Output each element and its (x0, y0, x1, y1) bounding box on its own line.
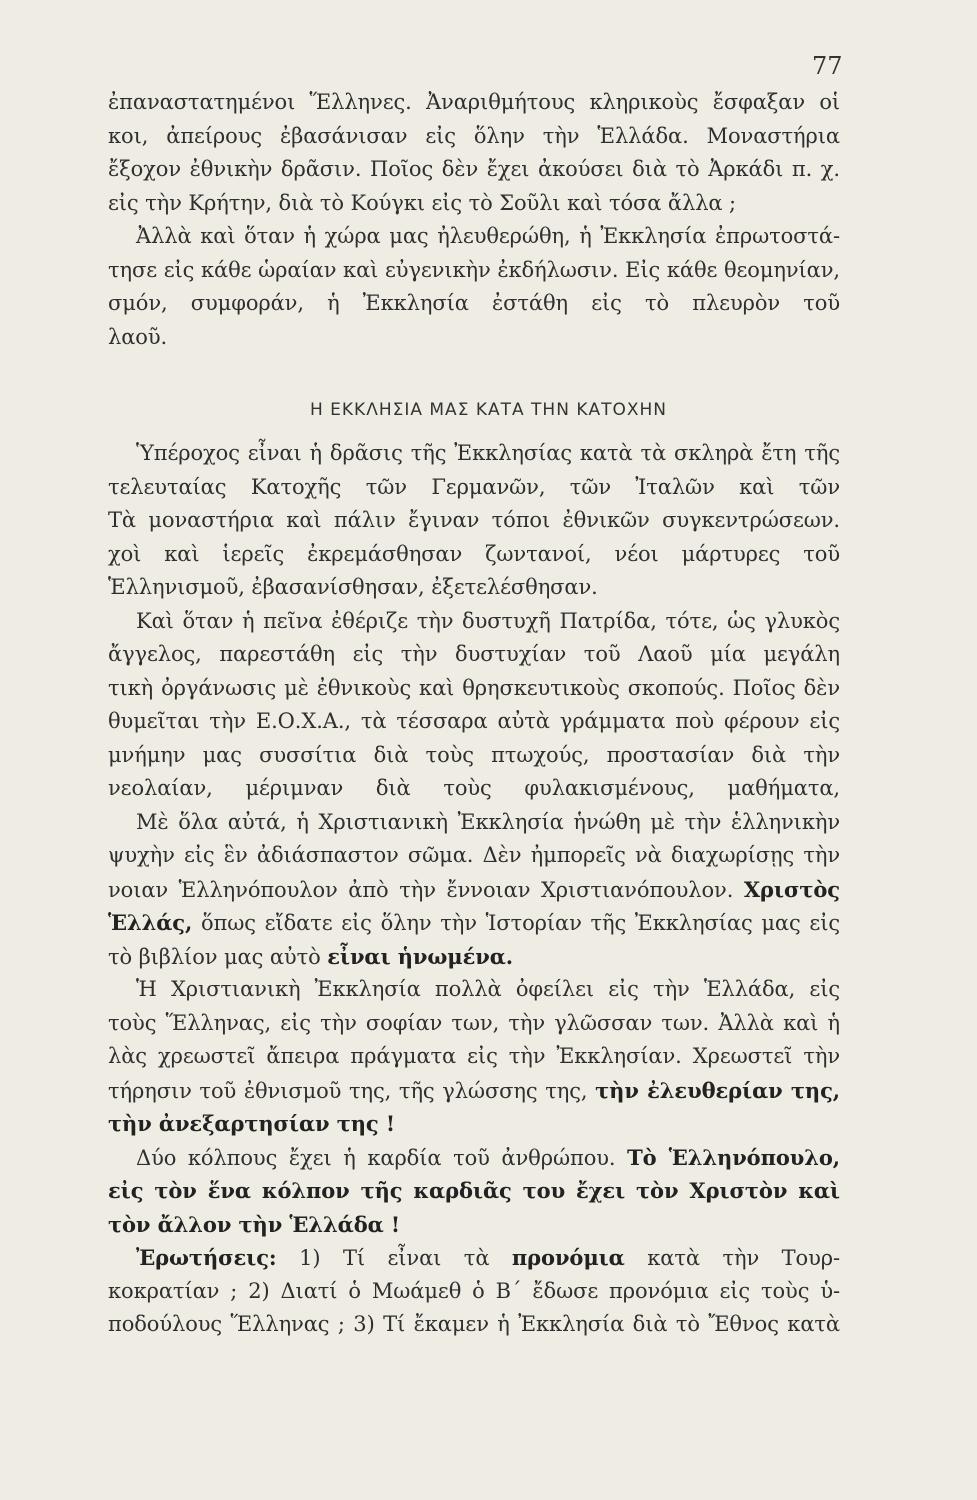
text-line (108, 1241, 840, 1275)
text-line: μνήμην μας συσσίτια διὰ τοὺς πτωχούς, προστασίαν διὰ τὴν (108, 742, 840, 767)
text-line: κοκρατίαν ; 2) Διατί ὁ Μωάμεθ ὁ Β΄ ἔδωσε προνόμια εἰς τοὺς ὑ- (108, 1278, 840, 1303)
text-line (108, 1141, 840, 1175)
text-span: Δύο κόλπους ἔχει ἡ καρδία τοῦ ἀνθρώπου. (136, 1145, 628, 1170)
text-line: χοὶ καὶ ἱερεῖς ἐκρεμάσθησαν ζωντανοί, νέοι μάρτυρες τοῦ (108, 541, 840, 566)
text-line (108, 1074, 840, 1108)
text-line: ποδούλους Ἕλληνας ; 3) Τί ἔκαμεν ἡ Ἐκκλησία διὰ τὸ Ἔθνος κατὰ (108, 1312, 840, 1336)
text-span: τὸ βιβλίον μας αὐτὸ (108, 944, 328, 969)
text-line: Ἀλλὰ καὶ ὅταν ἡ χώρα μας ἠλευθερώθη, ἡ Ἐκκλησία ἐπρωτοστά- (136, 224, 840, 248)
text-span: τήρησιν τοῦ ἐθνισμοῦ της, τῆς γλώσσης της, (108, 1078, 596, 1103)
text-line: λαοῦ. (108, 324, 168, 349)
bold-phrase: Ἑλλάς, (108, 910, 193, 935)
questions-label: Ἐρωτήσεις: (136, 1245, 277, 1270)
text-span: ὅπως εἴδατε εἰς ὅλην τὴν Ἱστορίαν τῆς Ἐκκλησίας μας εἰς (192, 911, 840, 935)
bold-phrase: Χριστὸς (743, 876, 840, 902)
bold-phrase: Τὸ Ἑλληνόπουλο, (627, 1144, 840, 1170)
text-line: τικὴ ὀργάνωσις μὲ ἐθνικοὺς καὶ θρησκευτικοὺς σκοπούς. Ποῖος δὲν (108, 675, 840, 700)
text-line (108, 1208, 840, 1242)
text-line: Ἡ Χριστιανικὴ Ἐκκλησία πολλὰ ὀφείλει εἰς τὴν Ἑλλάδα, εἰς (136, 977, 840, 1001)
text-line: ἔξοχον ἐθνικὴν δρᾶσιν. Ποῖος δὲν ἔχει ἀκούσει διὰ τὸ Ἀρκάδι π. χ. (108, 157, 840, 181)
text-line: νεολαίαν, μέριμναν διὰ τοὺς φυλακισμένους, μαθήματα, (108, 776, 840, 800)
bold-phrase: τὴν ἀνεξαρτησίαν της ! (108, 1111, 395, 1136)
bold-phrase: τὸν ἄλλον τὴν Ἑλλάδα ! (108, 1211, 400, 1237)
section-heading: Η ΕΚΚΛΗΣΙΑ ΜΑΣ ΚΑΤΑ ΤΗΝ ΚΑΤΟΧΗΝ (309, 400, 668, 420)
text-line: ἐπαναστατημένοι Ἕλληνες. Ἀναριθμήτους κληρικοὺς ἔσφαξαν οἱ (108, 90, 840, 114)
paragraph-occupation (108, 437, 840, 1342)
bold-phrase: προνόμια (511, 1245, 625, 1270)
text-line: Μὲ ὅλα αὐτά, ἡ Χριστιανικὴ Ἐκκλησία ἡνώθη μὲ τὴν ἑλληνικὴν (136, 809, 840, 834)
text-line: σμόν, συμφοράν, ἡ Ἐκκλησία ἐστάθη εἰς τὸ πλευρὸν τοῦ (108, 291, 840, 315)
bold-phrase: τὴν ἐλευθερίαν της, (595, 1077, 840, 1103)
page-number: 77 (812, 52, 843, 80)
text-line: ἄγγελος, παρεστάθη εἰς τὴν δυστυχίαν τοῦ Λαοῦ μία μεγάλη (108, 642, 840, 666)
bold-phrase: εἶναι ἡνωμένα. (327, 943, 513, 969)
text-span: νοιαν Ἑλληνόπουλον ἀπὸ τὴν ἔννοιαν Χριστιανόπουλον. (108, 877, 744, 902)
text-line: Καὶ ὅταν ἡ πεῖνα ἐθέριζε τὴν δυστυχῆ Πατρίδα, τότε, ὡς γλυκὸς (136, 608, 840, 633)
text-line: εἰς τὴν Κρήτην, διὰ τὸ Κούγκι εἰς τὸ Σοῦλι καὶ τόσα ἄλλα ; (108, 190, 737, 215)
text-line (108, 1107, 840, 1141)
text-line: τοὺς Ἕλληνας, εἰς τὴν σοφίαν των, τὴν γλῶσσαν των. Ἀλλὰ καὶ ἡ (108, 1010, 840, 1035)
text-span: 1) Τί εἶναι τὰ (276, 1246, 512, 1270)
text-line (108, 940, 840, 974)
text-line: Τὰ μοναστήρια καὶ πάλιν ἔγιναν τόποι ἐθνικῶν συγκεντρώσεων. (108, 508, 840, 532)
text-line: τελευταίας Κατοχῆς τῶν Γερμανῶν, τῶν Ἰταλῶν καὶ τῶν (108, 474, 840, 499)
text-line: ψυχὴν εἰς ἓν ἀδιάσπαστον σῶμα. Δὲν ἠμπορεῖς νὰ διαχωρίσῃς τὴν (108, 843, 840, 867)
text-line: Ἑλληνισμοῦ, ἐβασανίσθησαν, ἐξετελέσθησαν. (108, 575, 598, 599)
text-line (108, 873, 840, 907)
text-line: θυμεῖται τὴν Ε.Ο.Χ.Α., τὰ τέσσαρα αὐτὰ γράμματα ποὺ φέρουν εἰς (108, 709, 840, 733)
bold-phrase: εἰς τὸν ἕνα κόλπον τῆς καρδιᾶς του ἔχει τὸν Χριστὸν καὶ (108, 1178, 840, 1203)
text-line: τησε εἰς κάθε ὡραίαν καὶ εὐγενικὴν ἐκδήλωσιν. Εἰς κάθε θεομηνίαν, (108, 257, 840, 282)
text-line: κοι, ἀπείρους ἐβασάνισαν εἰς ὅλην τὴν Ἑλλάδα. Μοναστήρια (108, 123, 840, 148)
paragraph-intro (108, 86, 840, 354)
text-line (108, 1174, 840, 1208)
text-line: Ὑπέροχος εἶναι ἡ δρᾶσις τῆς Ἐκκλησίας κατὰ τὰ σκληρὰ ἔτη τῆς (136, 441, 840, 465)
text-line: λὰς χρεωστεῖ ἄπειρα πράγματα εἰς τὴν Ἐκκλησίαν. Χρεωστεῖ τὴν (108, 1044, 840, 1068)
text-line (108, 906, 840, 940)
text-span: κατὰ τὴν Τουρ- (624, 1246, 840, 1270)
